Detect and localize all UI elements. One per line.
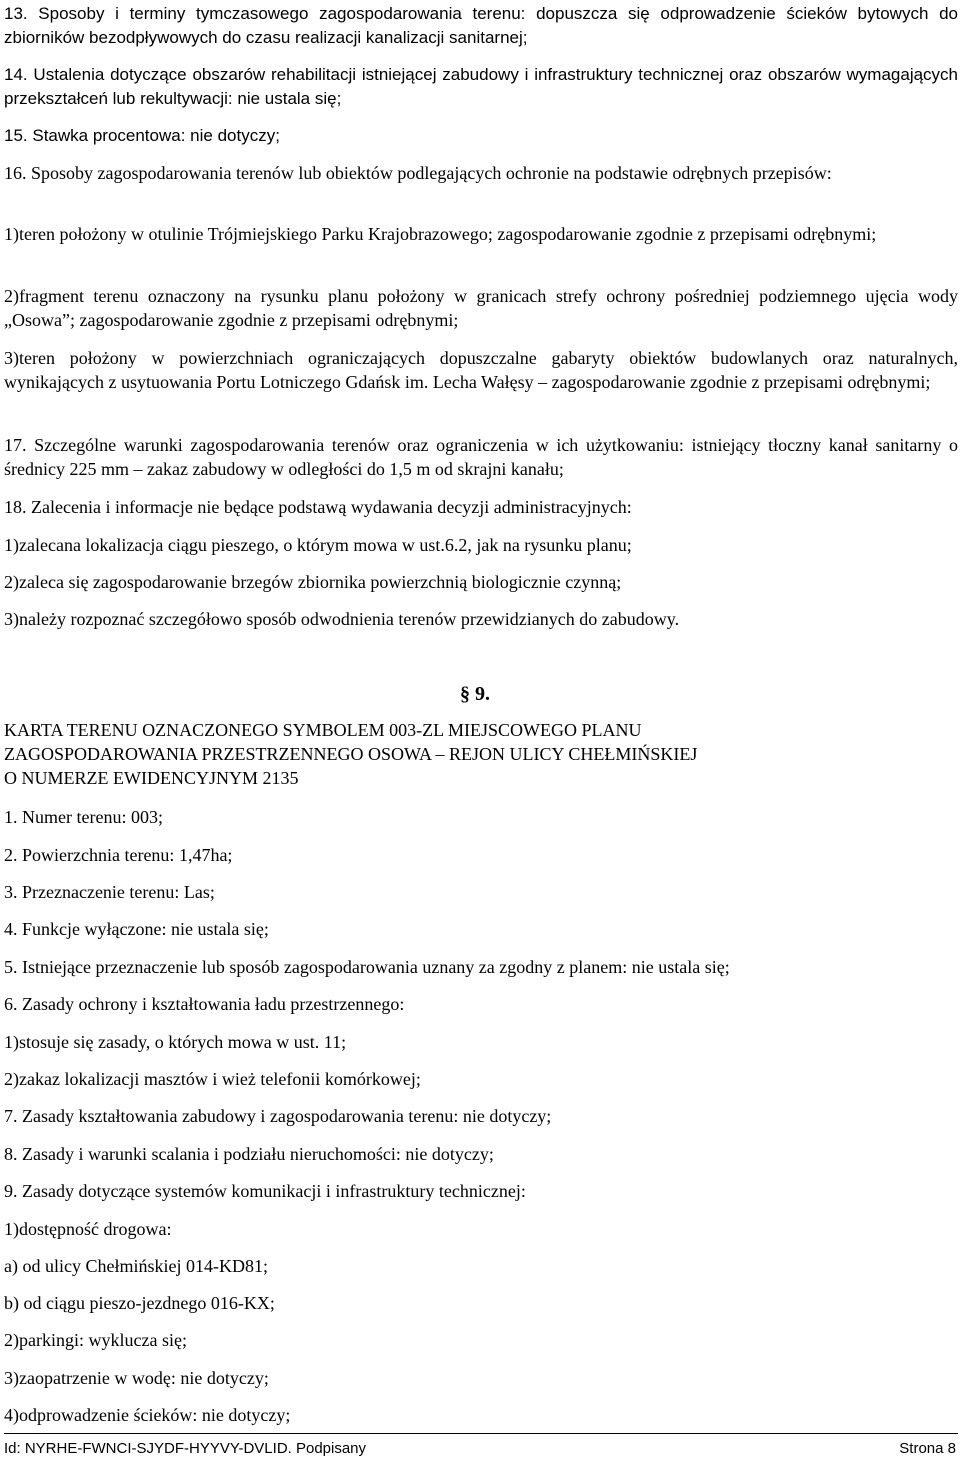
card-item-6-2: 2)zakaz lokalizacji masztów i wież telefonii komórkowej; [4, 1069, 421, 1089]
card-item-9-3: 3)zaopatrzenie w wodę: nie dotyczy; [4, 1368, 269, 1388]
card-item-9-1-b: b) od ciągu pieszo-jezdnego 016-KX; [4, 1293, 275, 1313]
card-item-9: 9. Zasady dotyczące systemów komunikacji i infrastruktury technicznej: [4, 1181, 526, 1201]
item-14: 14. Ustalenia dotyczące obszarów rehabilitacji istniejącej zabudowy i infrastruktury technicznej oraz obszarów wymagających przekształceń lub rekultywacji: nie ustala się; [4, 65, 958, 108]
item-17: 17. Szczególne warunki zagospodarowania terenów oraz ograniczenia w ich użytkowaniu: istniejący tłoczny kanał sanitarny o średnicy 225 mm – zakaz zabudowy w odległości do 1,5 m od skrajni kanału; [4, 435, 958, 479]
footer-page-number: Strona 8 [899, 1440, 956, 1457]
section-title-line-2: ZAGOSPODAROWANIA PRZESTRZENNEGO OSOWA – REJON ULICY CHEŁMIŃSKIEJ [4, 744, 698, 764]
section-title-line-1: KARTA TERENU OZNACZONEGO SYMBOLEM 003-ZL MIEJSCOWEGO PLANU [4, 720, 642, 740]
card-item-5: 5. Istniejące przeznaczenie lub sposób zagospodarowania uznany za zgodny z planem: nie ustala się; [4, 957, 730, 977]
item-15: 15. Stawka procentowa: nie dotyczy; [4, 126, 280, 145]
item-18-2: 2)zaleca się zagospodarowanie brzegów zbiornika powierzchnią biologicznie czynną; [4, 572, 622, 592]
footer-document-id: Id: NYRHE-FWNCI-SJYDF-HYYVY-DVLID. Podpisany [4, 1440, 367, 1457]
card-item-9-4: 4)odprowadzenie ścieków: nie dotyczy; [4, 1405, 291, 1425]
section-title-line-3: O NUMERZE EWIDENCYJNYM 2135 [4, 768, 299, 788]
card-item-9-1: 1)dostępność drogowa: [4, 1219, 172, 1239]
item-13: 13. Sposoby i terminy tymczasowego zagospodarowania terenu: dopuszcza się odprowadzenie ścieków bytowych do zbiorników bezodpływowych do czasu realizacji kanalizacji sanitarnej; [4, 4, 958, 47]
card-item-1: 1. Numer terenu: 003; [4, 807, 163, 827]
card-item-7: 7. Zasady kształtowania zabudowy i zagospodarowania terenu: nie dotyczy; [4, 1106, 552, 1126]
card-item-8: 8. Zasady i warunki scalania i podziału nieruchomości: nie dotyczy; [4, 1144, 494, 1164]
card-item-2: 2. Powierzchnia terenu: 1,47ha; [4, 845, 233, 865]
item-18-1: 1)zalecana lokalizacja ciągu pieszego, o którym mowa w ust.6.2, jak na rysunku planu; [4, 535, 632, 555]
item-18-3: 3)należy rozpoznać szczegółowo sposób odwodnienia terenów przewidzianych do zabudowy. [4, 609, 680, 629]
item-16-1: 1)teren położony w otulinie Trójmiejskiego Parku Krajobrazowego; zagospodarowanie zgodnie z przepisami odrębnymi; [4, 224, 877, 244]
item-16: 16. Sposoby zagospodarowania terenów lub obiektów podlegających ochronie na podstawie odrębnych przepisów: [4, 163, 832, 183]
section-mark: § 9. [460, 683, 490, 705]
item-18: 18. Zalecenia i informacje nie będące podstawą wydawania decyzji administracyjnych: [4, 497, 632, 517]
card-item-6: 6. Zasady ochrony i kształtowania ładu przestrzennego: [4, 994, 405, 1014]
card-item-9-1-a: a) od ulicy Chełmińskiej 014-KD81; [4, 1256, 268, 1276]
card-item-3: 3. Przeznaczenie terenu: Las; [4, 882, 215, 902]
card-item-9-2: 2)parkingi: wyklucza się; [4, 1330, 187, 1350]
card-item-4: 4. Funkcje wyłączone: nie ustala się; [4, 919, 269, 939]
section-title [4, 718, 958, 790]
footer-divider [4, 1433, 958, 1434]
card-item-6-1: 1)stosuje się zasady, o których mowa w ust. 11; [4, 1032, 347, 1052]
item-16-2: 2)fragment terenu oznaczony na rysunku planu położony w granicach strefy ochrony pośredniej podziemnego ujęcia wody „Osowa”; zagospodarowanie zgodnie z przepisami odrębnymi; [4, 286, 958, 330]
item-16-3: 3)teren położony w powierzchniach ograniczających dopuszczalne gabaryty obiektów budowlanych oraz naturalnych, wynikających z usytuowania Portu Lotniczego Gdańsk im. Lecha Wałęsy – zagospodarowanie zgodnie z przepisami odrębnymi; [4, 348, 958, 392]
